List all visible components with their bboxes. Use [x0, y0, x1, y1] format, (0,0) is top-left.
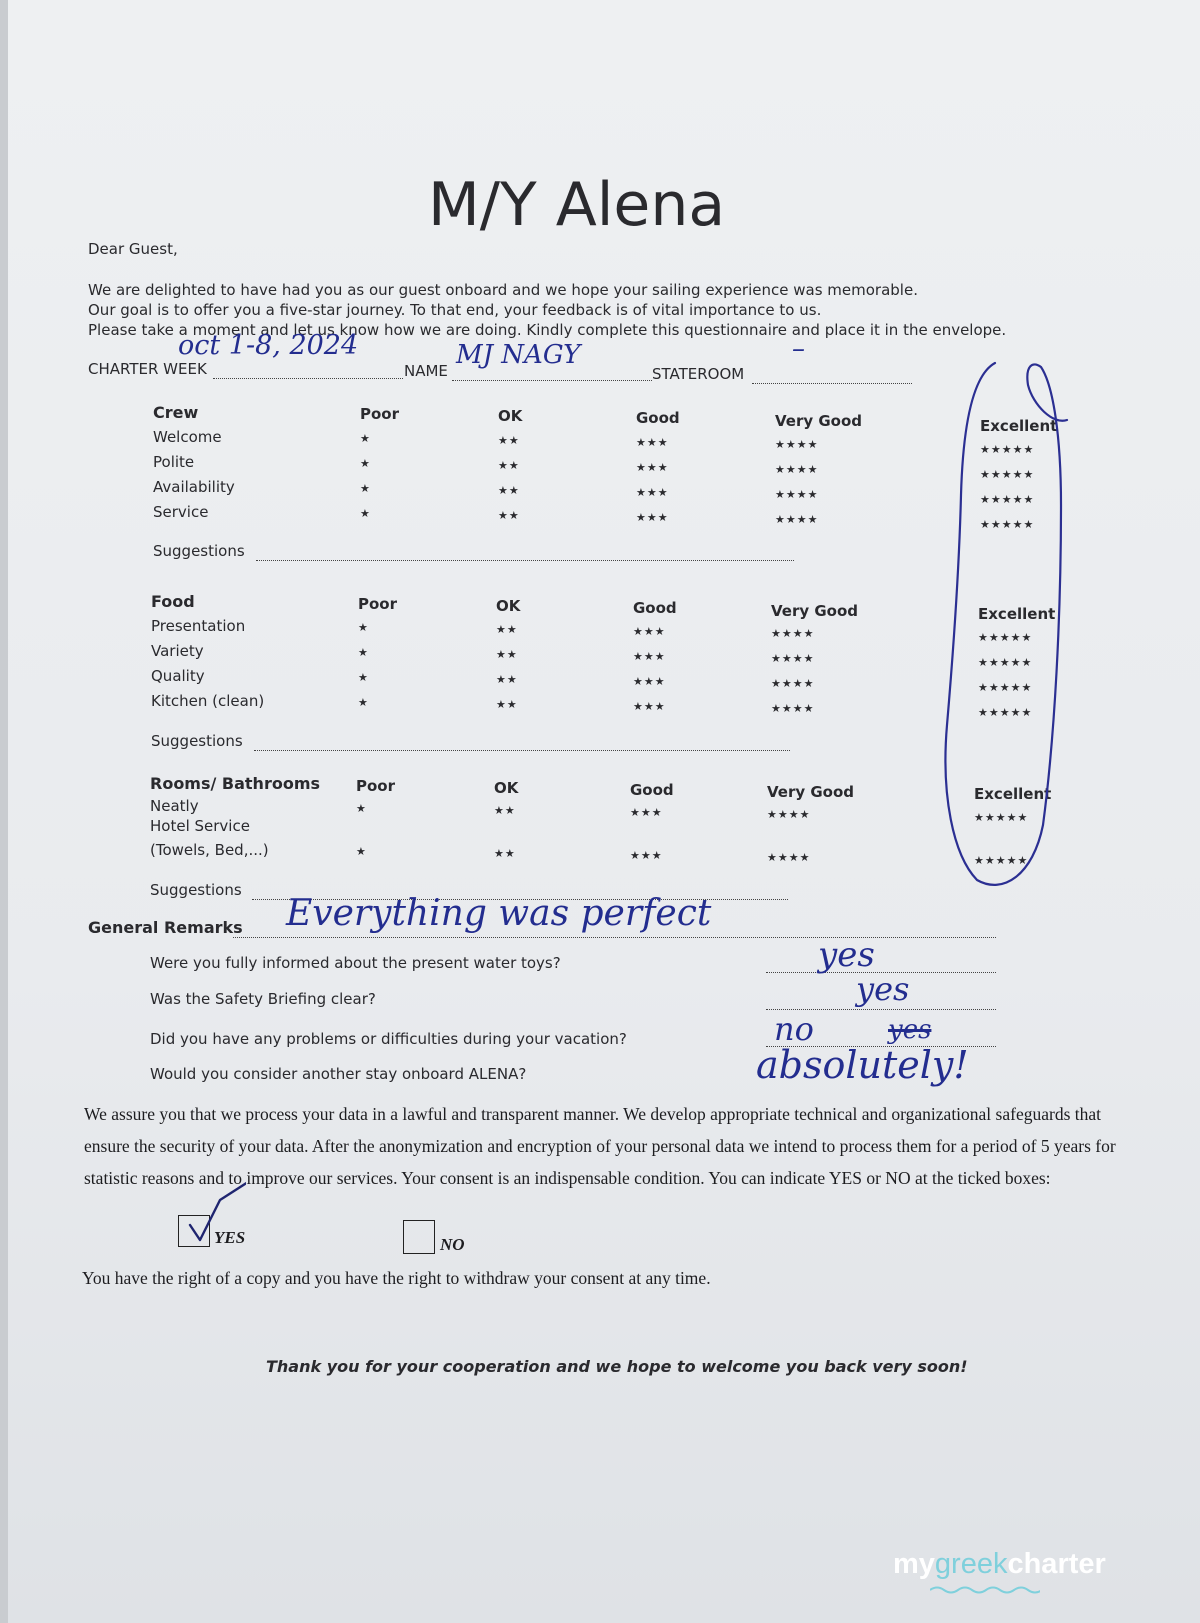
question-water-toys: Were you fully informed about the present water toys?	[150, 954, 561, 972]
scale-label-very-good: Very Good	[767, 783, 855, 801]
star-very-good[interactable]: ★★★★	[771, 652, 815, 665]
star-good[interactable]: ★★★	[633, 675, 666, 688]
star-poor[interactable]: ★	[358, 646, 369, 659]
star-very-good[interactable]: ★★★★	[775, 438, 819, 451]
star-ok[interactable]: ★★	[496, 623, 518, 636]
scale-label-excellent: Excellent	[978, 605, 1056, 623]
rooms-item-hotel-service: Hotel Service	[150, 817, 250, 835]
answer-problems[interactable]: no	[774, 1010, 814, 1048]
star-good[interactable]: ★★★	[636, 486, 669, 499]
crew-suggestions-label: Suggestions	[153, 542, 245, 560]
star-ok[interactable]: ★★	[494, 804, 516, 817]
star-poor[interactable]: ★	[356, 845, 367, 858]
star-good[interactable]: ★★★	[636, 511, 669, 524]
scale-label-poor: Poor	[358, 595, 398, 613]
star-excellent[interactable]: ★★★★★	[978, 681, 1033, 694]
consent-rights: You have the right of a copy and you have the right to withdraw your consent at any time.	[82, 1268, 711, 1288]
consent-paragraph: We assure you that we process your data in a lawful and transparent manner. We develop appropriate technical and organizational safeguards that ensure the security of your data. After the anonymization and encryption of your personal data we intend to process them for a period of 5 years for statistic reasons and to improve our services. Your consent is an indispensable condition. You can indicate YES or NO at the ticked boxes:	[84, 1104, 1116, 1188]
section-title-rooms: Rooms/ Bathrooms	[150, 774, 321, 793]
star-good[interactable]: ★★★	[633, 700, 666, 713]
star-excellent[interactable]: ★★★★★	[980, 468, 1035, 481]
charter-week-value[interactable]: oct 1-8, 2024	[178, 330, 359, 361]
star-ok[interactable]: ★★	[494, 847, 516, 860]
star-good[interactable]: ★★★	[633, 625, 666, 638]
food-item-presentation: Presentation	[151, 617, 246, 635]
section-title-crew: Crew	[153, 403, 199, 422]
star-excellent[interactable]: ★★★★★	[978, 706, 1033, 719]
star-poor[interactable]: ★	[360, 432, 371, 445]
closing-message: Thank you for your cooperation and we hope to welcome you back very soon!	[266, 1357, 968, 1376]
food-item-quality: Quality	[151, 667, 205, 685]
answer-problems-struck: yes	[888, 1015, 932, 1045]
intro-line-2: Our goal is to offer you a five-star journey. To that end, your feedback is of vital importance to us.	[88, 301, 822, 319]
food-suggestions-line[interactable]	[254, 750, 790, 751]
star-ok[interactable]: ★★	[498, 509, 520, 522]
name-line	[452, 380, 652, 381]
star-excellent[interactable]: ★★★★★	[974, 811, 1029, 824]
star-ok[interactable]: ★★	[496, 673, 518, 686]
name-label: NAME	[404, 362, 448, 380]
question-another-stay: Would you consider another stay onboard ALENA?	[150, 1065, 527, 1083]
consent-no-label: NO	[440, 1235, 465, 1254]
star-good[interactable]: ★★★	[636, 436, 669, 449]
star-ok[interactable]: ★★	[496, 698, 518, 711]
crew-item-availability: Availability	[153, 478, 235, 496]
star-very-good[interactable]: ★★★★	[771, 702, 815, 715]
greeting: Dear Guest,	[88, 240, 178, 258]
mygreekcharter-logo: mygreekcharter	[893, 1548, 1106, 1580]
wave-icon	[930, 1585, 1040, 1595]
star-good[interactable]: ★★★	[630, 806, 663, 819]
charter-week-line	[213, 378, 403, 379]
stateroom-line	[752, 383, 912, 384]
food-item-variety: Variety	[151, 642, 204, 660]
general-remarks-line	[233, 937, 996, 938]
section-title-food: Food	[151, 592, 195, 611]
scale-label-poor: Poor	[356, 777, 396, 795]
rooms-item-neatly: Neatly	[150, 797, 199, 815]
answer-safety-briefing[interactable]: yes	[856, 970, 910, 1008]
question-safety-briefing: Was the Safety Briefing clear?	[150, 990, 376, 1008]
star-very-good[interactable]: ★★★★	[767, 851, 811, 864]
star-good[interactable]: ★★★	[633, 650, 666, 663]
scale-label-good: Good	[636, 409, 680, 427]
scale-label-excellent: Excellent	[980, 417, 1058, 435]
star-very-good[interactable]: ★★★★	[767, 808, 811, 821]
star-very-good[interactable]: ★★★★	[775, 463, 819, 476]
scale-label-excellent: Excellent	[974, 785, 1052, 803]
star-very-good[interactable]: ★★★★	[771, 627, 815, 640]
food-item-kitchen: Kitchen (clean)	[151, 692, 265, 710]
star-good[interactable]: ★★★	[636, 461, 669, 474]
star-ok[interactable]: ★★	[498, 484, 520, 497]
charter-week-label: CHARTER WEEK	[88, 360, 207, 378]
food-suggestions-label: Suggestions	[151, 732, 243, 750]
scale-label-very-good: Very Good	[775, 412, 863, 430]
excellent-circle-mark	[933, 355, 1083, 895]
intro-line-3: Please take a moment and let us know how we are doing. Kindly complete this questionnaire and place it in the envelope.	[88, 321, 1007, 339]
general-remarks-value[interactable]: Everything was perfect	[286, 893, 712, 934]
star-excellent[interactable]: ★★★★★	[980, 443, 1035, 456]
scale-label-ok: OK	[498, 407, 523, 425]
scale-label-poor: Poor	[360, 405, 400, 423]
star-excellent[interactable]: ★★★★★	[974, 854, 1029, 867]
crew-item-polite: Polite	[153, 453, 195, 471]
question-problems: Did you have any problems or difficulties during your vacation?	[150, 1030, 627, 1048]
intro-line-1: We are delighted to have had you as our guest onboard and we hope your sailing experience was memorable.	[88, 281, 918, 299]
star-very-good[interactable]: ★★★★	[775, 488, 819, 501]
star-poor[interactable]: ★	[358, 671, 369, 684]
star-ok[interactable]: ★★	[496, 648, 518, 661]
star-ok[interactable]: ★★	[498, 434, 520, 447]
rooms-suggestions-label: Suggestions	[150, 881, 242, 899]
page-title: M/Y Alena	[428, 170, 726, 240]
scale-label-ok: OK	[496, 597, 521, 615]
star-poor[interactable]: ★	[360, 457, 371, 470]
consent-no-checkbox[interactable]	[403, 1220, 435, 1254]
star-ok[interactable]: ★★	[498, 459, 520, 472]
stateroom-label: STATEROOM	[652, 365, 745, 383]
star-poor[interactable]: ★	[360, 507, 371, 520]
feedback-form-sheet	[8, 0, 1200, 1623]
scale-label-good: Good	[633, 599, 677, 617]
star-very-good[interactable]: ★★★★	[775, 513, 819, 526]
star-excellent[interactable]: ★★★★★	[978, 631, 1033, 644]
name-value[interactable]: MJ NAGY	[456, 340, 581, 370]
scale-label-good: Good	[630, 781, 674, 799]
crew-item-welcome: Welcome	[153, 428, 222, 446]
star-poor[interactable]: ★	[360, 482, 371, 495]
answer-water-toys[interactable]: yes	[818, 935, 875, 975]
star-excellent[interactable]: ★★★★★	[978, 656, 1033, 669]
rooms-item-towels-bed: (Towels, Bed,...)	[150, 841, 269, 859]
scale-label-very-good: Very Good	[771, 602, 859, 620]
crew-item-service: Service	[153, 503, 209, 521]
general-remarks-label: General Remarks	[88, 918, 243, 937]
star-good[interactable]: ★★★	[630, 849, 663, 862]
consent-yes-label: YES	[214, 1228, 246, 1247]
star-poor[interactable]: ★	[356, 802, 367, 815]
star-poor[interactable]: ★	[358, 621, 369, 634]
crew-suggestions-line[interactable]	[256, 560, 794, 561]
stateroom-value[interactable]: –	[792, 334, 805, 364]
star-excellent[interactable]: ★★★★★	[980, 493, 1035, 506]
scale-label-ok: OK	[494, 779, 519, 797]
star-excellent[interactable]: ★★★★★	[980, 518, 1035, 531]
star-poor[interactable]: ★	[358, 696, 369, 709]
star-very-good[interactable]: ★★★★	[771, 677, 815, 690]
answer-another-stay[interactable]: absolutely!	[756, 1043, 969, 1087]
